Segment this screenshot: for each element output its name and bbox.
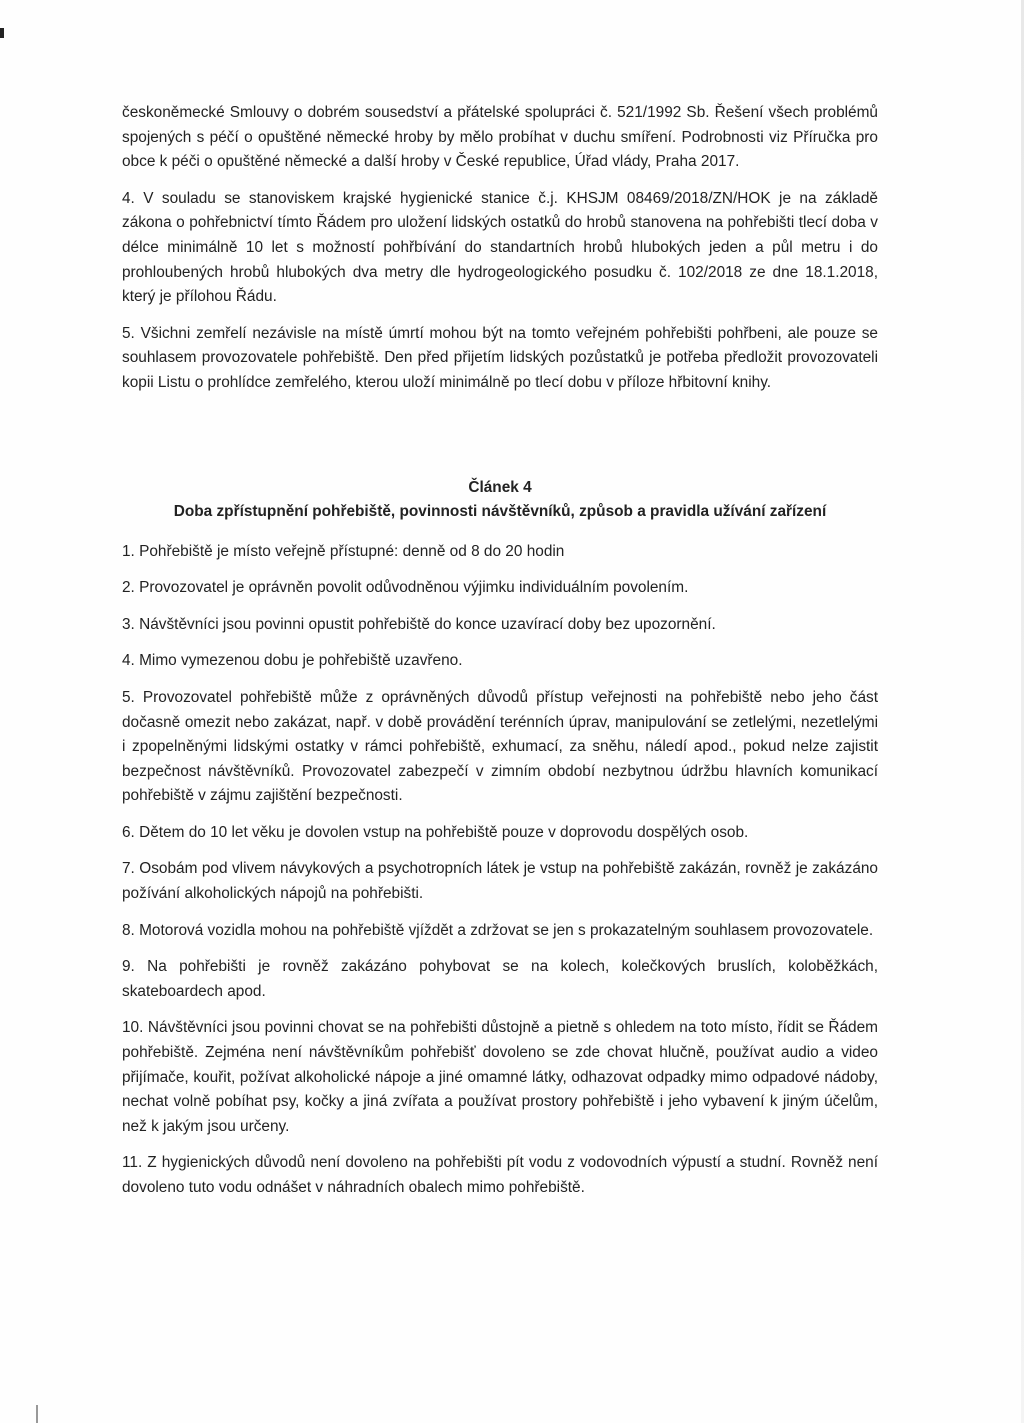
- list-item: 5. Provozovatel pohřebiště může z oprávněných důvodů přístup veřejnosti na pohřebiště nebo jeho část dočasně omezit nebo zakázat, např. v době provádění terénních úprav, manipulování se zetlelými, nezetlelými i zpopelněnými lidskými ostatky v rámci pohřebiště, exhumací, za sněhu, náledí apod., pokud nelze zajistit bezpečnost návštěvníků. Provozovatel zabezpečí v zimním období nezbytnou údržbu hlavních komunikací pohřebiště v zájmu zajištění bezpečnosti.: [122, 688, 878, 805]
- list-item: 1. Pohřebiště je místo veřejně přístupné: denně od 8 do 20 hodin: [122, 542, 565, 560]
- list-item: 10. Návštěvníci jsou povinni chovat se na pohřebišti důstojně a pietně s ohledem na toto místo, řídit se Řádem pohřebiště. Zejména není návštěvníkům pohřebišť dovoleno se zde chovat hlučně, používat audio a video přijímače, kouřit, požívat alkoholické nápoje a jiné omamné látky, odhazovat odpadky mimo odpadové nádoby, nechat volně pobíhat psy, kočky a jiná zvířata a používat prostory pohřebiště i jeho vybavení k jiným účelům, než k jakým jsou určeny.: [122, 1019, 878, 1135]
- scan-mark: [36, 1405, 38, 1423]
- list-item: 3. Návštěvníci jsou povinni opustit pohřebiště do konce uzavírací doby bez upozornění.: [122, 615, 716, 633]
- article-heading: [122, 476, 878, 524]
- scan-mark: [0, 28, 4, 38]
- list-item: 6. Dětem do 10 let věku je dovolen vstup na pohřebiště pouze v doprovodu dospělých osob.: [122, 823, 749, 841]
- list-item: 11. Z hygienických důvodů není dovoleno na pohřebišti pít vodu z vodovodních výpustí a studní. Rovněž není dovoleno tuto vodu odnášet v náhradních obalech mimo pohřebiště.: [122, 1154, 878, 1196]
- list-item: 8. Motorová vozidla mohou na pohřebiště vjíždět a zdržovat se jen s prokazatelným souhlasem provozovatele.: [122, 921, 874, 939]
- document-body: [122, 101, 878, 1213]
- intro-paragraph-5: 5. Všichni zemřelí nezávisle na místě úmrtí mohou být na tomto veřejném pohřebišti pohřbeni, ale pouze se souhlasem provozovatele pohřebiště. Den před přijetím lidských pozůstatků je potřeba předložit provozovateli kopii Listu o prohlídce zemřelého, kterou uloží minimálně po tlecí dobu v příloze hřbitovní knihy.: [122, 324, 878, 391]
- article-number: Článek 4: [468, 478, 532, 496]
- list-item: 2. Provozovatel je oprávněn povolit odůvodněnou výjimku individuálním povolením.: [122, 579, 689, 597]
- list-item: 4. Mimo vymezenou dobu je pohřebiště uzavřeno.: [122, 652, 463, 670]
- article-title: Doba zpřístupnění pohřebiště, povinnosti návštěvníků, způsob a pravidla užívání zařízení: [173, 502, 827, 520]
- list-item: 9. Na pohřebišti je rovněž zakázáno pohybovat se na kolech, kolečkových bruslích, koloběžkách, skateboardech apod.: [122, 958, 878, 1000]
- intro-paragraph-4: 4. V souladu se stanoviskem krajské hygienické stanice č.j. KHSJM 08469/2018/ZN/HOK je na základě zákona o pohřebnictví tímto Řádem pro uložení lidských ostatků do hrobů stanovena na pohřebišti tlecí doba v délce minimálně 10 let s možností pohřbívání do standartních hrobů hlubokých jeden a půl metru i do prohloubených hrobů hlubokých dva metry dle hydrogeologického posudku č. 102/2018 ze dne 18.1.2018, který je přílohou Řádu.: [122, 189, 878, 306]
- intro-paragraph-treaty: českoněmecké Smlouvy o dobrém sousedství a přátelské spolupráci č. 521/1992 Sb. Řešení všech problémů spojených s péčí o opuštěné německé hroby by mělo probíhat v duchu smíření. Podrobnosti viz Příručka pro obce k péči o opuštěné německé a další hroby v České republice, Úřad vlády, Praha 2017.: [122, 104, 878, 171]
- list-item: 7. Osobám pod vlivem návykových a psychotropních látek je vstup na pohřebiště zakázán, rovněž je zakázáno požívání alkoholických nápojů na pohřebišti.: [122, 860, 878, 903]
